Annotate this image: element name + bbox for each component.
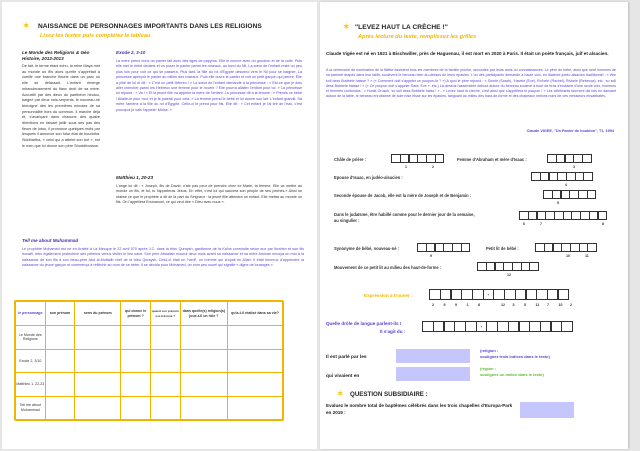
number-label: 8 (478, 303, 480, 307)
number-label: 7 (547, 303, 549, 307)
number-label: 4 (565, 183, 567, 187)
clue-6-label: Synonyme de bébé, nouveau-né : (334, 246, 400, 251)
number-label: 2 (432, 303, 434, 307)
table-cell[interactable] (75, 326, 121, 350)
answer-table (14, 300, 284, 421)
page-subtitle: Lisez les textes puis complétez le tableau (40, 33, 151, 39)
answer-grid-2[interactable] (548, 154, 592, 163)
clue-5-label-2: au singulier : (334, 218, 360, 223)
answer-grid-8[interactable] (478, 262, 539, 271)
number-label: 8 (602, 222, 604, 226)
header-quand: quand son prénom est-il donné ? (150, 302, 180, 326)
bonus-question: Evaluez le nombre total de baptêmes célébrés dans les trois chapelles d'Europa-Park en 2019 : (326, 403, 513, 415)
expression-grid[interactable] (430, 289, 569, 300)
table-cell[interactable] (45, 373, 75, 397)
clue-3-label: Epouse d'Isaac, en judéo-alsacien : (334, 175, 403, 180)
table-cell[interactable] (180, 326, 227, 350)
source-heading-monde: Le Monde des Religions & Géo Histoire, 2012-2013 (22, 50, 90, 61)
page-subtitle: Après lecture du texte, remplissez les grilles (358, 34, 477, 40)
hint-line: soulignez trois indices dans le texte) (480, 354, 550, 359)
hint-line: (région : (480, 366, 496, 371)
number-label: 5 (557, 201, 559, 205)
bonus-answer-field[interactable] (520, 402, 574, 418)
lived-in-label: qui vivaient en (326, 374, 360, 379)
number-label: 3 (573, 165, 575, 169)
clue-4-label: Seconde épouse de Jacob, elle est la mère de Joseph et de Benjamin : (334, 193, 472, 198)
table-cell[interactable] (228, 373, 283, 397)
author-intro: Claude Vigée est né en 1921 à Bischwiller, près de Haguenau, il est mort en 2020 à Paris. Il était un poète français, juif et alsacien. (326, 51, 609, 56)
table-cell[interactable] (180, 349, 227, 373)
header-religions: dans quelle(s) religion(s) joue-t-il un rôle ? (180, 302, 227, 326)
number-label: 1 (466, 303, 469, 307)
answer-grid-6[interactable] (418, 243, 470, 252)
region-answer-field[interactable] (396, 367, 470, 381)
table-cell[interactable] (150, 349, 180, 373)
clue-1-label: Châle de prière : (334, 157, 367, 162)
table-cell[interactable] (180, 396, 227, 420)
language-grid[interactable] (423, 321, 573, 332)
table-cell[interactable] (75, 373, 121, 397)
number-label (490, 303, 502, 307)
clue-2-label: Femme d'Abraham et mère d'Isaac : (457, 157, 527, 162)
answer-grid-3[interactable] (532, 172, 593, 181)
number-label: 1 (405, 165, 407, 169)
region-hint (480, 366, 544, 378)
language-question: Quelle drôle de langue parlent-ils ! (326, 321, 402, 326)
page-title: "LEVEZ HAUT LA CRÈCHE !" (355, 24, 448, 31)
number-label: 11 (585, 254, 589, 258)
number-label: 3 (512, 303, 515, 307)
source-text-exode: La mère prend donc un panier fait avec des tiges de papyrus. Elle le couvre avec du goudron et de la colle. Puis elle met le bébé dedans et va poser le panier parmi les roseaux, au bord du Nil. La sœur de l'enfant reste un peu plus loin pour voir ce qui se passera. Plus tard, la fille du roi d'Égypte descend vers le Nil pour se baigner. La princesse aperçoit le panier au milieu des roseaux. Puis elle ouvre le panier et voit un petit garçon qui pleure. Elle a pitié de lui et dit : « C'est un petit Hébreu ! » La sœur de l'enfant demande à la princesse : « Est-ce que je dois aller chercher parmi les Hébreux une femme pour le nourrir ? Elle pourra allaiter l'enfant pour toi. » La princesse lui répond : « Va ! » Et la jeune fille va appeler la mère de l'enfant. La princesse dit à la femme : « Prends ce bébé ! Allaite-le pour moi, et je te paierai pour cela. » La femme prend le bébé et lui donne son lait. L'enfant grandit. Sa mère l'amène à la fille du roi d'Égypte. Celle-ci le prend pour fils. Elle dit : « Cet enfant je l'ai tiré de l'eau, c'est pourquoi je vais l'appeler Moïse. » (116, 59, 302, 112)
header-sens: sens du prénom (75, 302, 121, 326)
table-cell[interactable] (45, 326, 75, 350)
citation: Claude VIGEE, "Un Panier de houblon", T1, 1994 (526, 129, 614, 133)
hint-line: (religion : (480, 348, 499, 353)
religion-answer-field[interactable] (396, 349, 470, 363)
story-text: A la cérémonie de nomination de la fillette assistent tous les membres de la famille proche, secondés par leurs amis ou connaissances. Le père du bébé, ainsi que neuf hommes de sa parenté drapés dans leur talith, soulèvent le berceau bien au-dessus de leurs épaules. L'un des participants demande à haute voix, en dialecte judéo-alsacien traditionnel : « Wie soll dess Bubbele hàisse ? » (« Comment doit s'appeler ce poupon-là ? ») A quoi le père répond : « Soorlé (Sarah), 'Havelé (Eve), Ro'helé (Rachel), Rivkelé (Rebecca), etc., so soll dess Bubbele hàisse ! » (« Ce poupon doit s'appeler Sara, Eve », etc.) Là-dessus l'assemblée debout autour du berceau soulevé à bout de bras s'exclame d'une seule voix, hommes et femmes confondus : « Hoolé-Grusch, so soll dess Bubbele hàiss ! » - « Levez haut la crèche, c'est ainsi que s'appellera le poupon ! » Les célébrants tournent dix fois en dansant autour de la table, le berceau enrubanné de soie rose hissé sur les épaules, tanguant au milieu des haut-de-forme et des chapeaux melons noirs de ces messieurs ensabbatés. (326, 68, 616, 99)
number-label: 9 (455, 303, 457, 307)
row-label: Exode 2, 3/10 (16, 349, 46, 373)
left-page (2, 2, 317, 449)
table-cell[interactable] (228, 349, 283, 373)
table-row (16, 373, 283, 397)
table-row (16, 349, 283, 373)
answer-grid-4[interactable] (544, 190, 596, 199)
number-label: 7 (540, 222, 542, 226)
number-label: 11 (535, 303, 540, 307)
answer-grid-7[interactable] (536, 243, 597, 252)
sun-star-icon: ✶ (336, 389, 345, 400)
number-label: 10 (558, 303, 563, 307)
header-personnage: le personnage (16, 302, 46, 326)
number-label: 9 (430, 254, 432, 258)
language-question-2: Il s'agit du : (380, 329, 406, 334)
source-heading-matthieu: Matthieu 1, 20-23 (116, 175, 154, 180)
number-label: 2 (432, 165, 434, 169)
source-heading-exode: Exode 2, 3-10 (116, 50, 146, 55)
table-cell[interactable] (121, 373, 151, 397)
table-cell[interactable] (150, 373, 180, 397)
table-cell[interactable] (121, 326, 151, 350)
number-label: 9 (443, 303, 446, 307)
clue-7-label: Petit lit de bébé : (486, 246, 519, 251)
page-title: NAISSANCE DE PERSONNAGES IMPORTANTS DANS LES RELIGIONS (38, 23, 262, 30)
table-cell[interactable] (150, 326, 180, 350)
table-cell[interactable] (75, 349, 121, 373)
header-realise: qu'a-t-il réalisé dans sa vie? (228, 302, 283, 326)
bonus-title: QUESTION SUBSIDIAIRE : (350, 391, 428, 398)
sun-star-icon: ✶ (342, 22, 351, 33)
expression-numbers (432, 303, 582, 307)
number-label: 2 (570, 303, 572, 307)
row-label: Matthieu 1, 22-23 (16, 373, 46, 397)
header-prenom: son prénom (45, 302, 75, 326)
dash-cell: - (483, 289, 495, 300)
table-cell[interactable] (228, 396, 283, 420)
source-text-monde: De fait, le terme étant échu, la reine Maya met au monde un fils alors qu'elle s'apprêtait à cueillir une branche fleurie dans un parc où elle se délassait. L'enfant émerge miraculeusement du flanc droit de sa mère. Accueilli par des dieux du panthéon hindou, baigné par deux nois-serpents, le nouveau-né témoigne dès les premières minutes de sa personnalité hors du commun. Il marche déjà et, s'avançant dans chacune des quatre directions en faisant jaillir sous ses pas des fleurs de lotus, il prononce quelques mots par lesquels il annonce son futur état de bouddha. Siddhartha, « celui qui a atteint son but », est le nom que lui donne son père Shuddhodana. (22, 64, 100, 148)
clue-5-label: Dans le judaïsme, être habillé comme pour le dernier jour de la semaine, (334, 212, 475, 217)
spoken-by-label: Il est parlé par les (326, 355, 367, 360)
table-row (16, 396, 283, 420)
clue-8-label: Mouvement de ce petit lit au milieu des haut-de-forme : (334, 265, 442, 270)
table-cell[interactable] (121, 349, 151, 373)
source-text-muhammad: Le prophète Mohamed est né en Arabie à La Mecque le 22 avril 570 après J.C. dans la tribu Quraysh, gardienne de la Ka'ba construite selon eux par Ibrahim et son fils Ismaël, tribu également protectrice des pèlerins venus visiter le lieu saint. Son père Abdallah mourut deux mois avant sa naissance et sa mère Aminah envoya un mot à la naissance de son fils à son beau-père Abd al-Muttalib chef de la tribu Quraysh. Celui-ci était un 'hanif', un homme qui croyait en Allah. Il était heureux d'apprendre la naissance du jeune garçon et commença à réfléchir au nom de ce bébé. Il se décida pour Mohamed, un nom peu usuel qui signifie « digne de louanges ». (22, 247, 304, 268)
row-label: Tell me about Muhammad (16, 396, 46, 420)
religion-hint (480, 348, 550, 360)
answer-grid-5[interactable] (520, 211, 607, 220)
table-cell[interactable] (45, 396, 75, 420)
table-cell[interactable] (121, 396, 151, 420)
table-cell[interactable] (180, 373, 227, 397)
source-heading-muhammad: Tell me about Muhammad (22, 238, 79, 243)
table-header-row (16, 302, 283, 326)
table-cell[interactable] (150, 396, 180, 420)
number-label: 10 (566, 254, 570, 258)
dash-cell: - (476, 321, 488, 332)
table-cell[interactable] (75, 396, 121, 420)
number-label: 6 (523, 222, 525, 226)
answer-grid-1[interactable] (392, 154, 444, 163)
table-row (16, 326, 283, 350)
hint-line: soulignez un indice dans le texte) (480, 372, 544, 377)
table-cell[interactable] (45, 349, 75, 373)
table-cell[interactable] (228, 326, 283, 350)
number-label: 12 (507, 273, 511, 277)
number-label: 12 (501, 303, 505, 307)
number-label: 5 (524, 303, 526, 307)
row-label: Le Monde des Religions (16, 326, 46, 350)
header-qui-donne: qui donne le prénom ? (121, 302, 151, 326)
expression-label: Expression à trouver : (364, 293, 413, 298)
source-text-matthieu: L'ange lui dit : « Joseph, fils de David, n'aie pas peur de prendre chez toi Marie, ta femme. Elle va mettre au monde un fils, et toi, tu l'appelleras Jésus. En effet, c'est lui qui sauvera son peuple de ses péchés.» Ainsi se réalise ce que le prophète a dit de la part du Seigneur : la jeune fille attendra un enfant. Elle mettra au monde un fils. On l'appellera Emmanuel, ce qui veut dire « Dieu avec nous ». (116, 184, 302, 205)
right-page (320, 2, 628, 449)
sun-star-icon: ✶ (22, 21, 31, 32)
